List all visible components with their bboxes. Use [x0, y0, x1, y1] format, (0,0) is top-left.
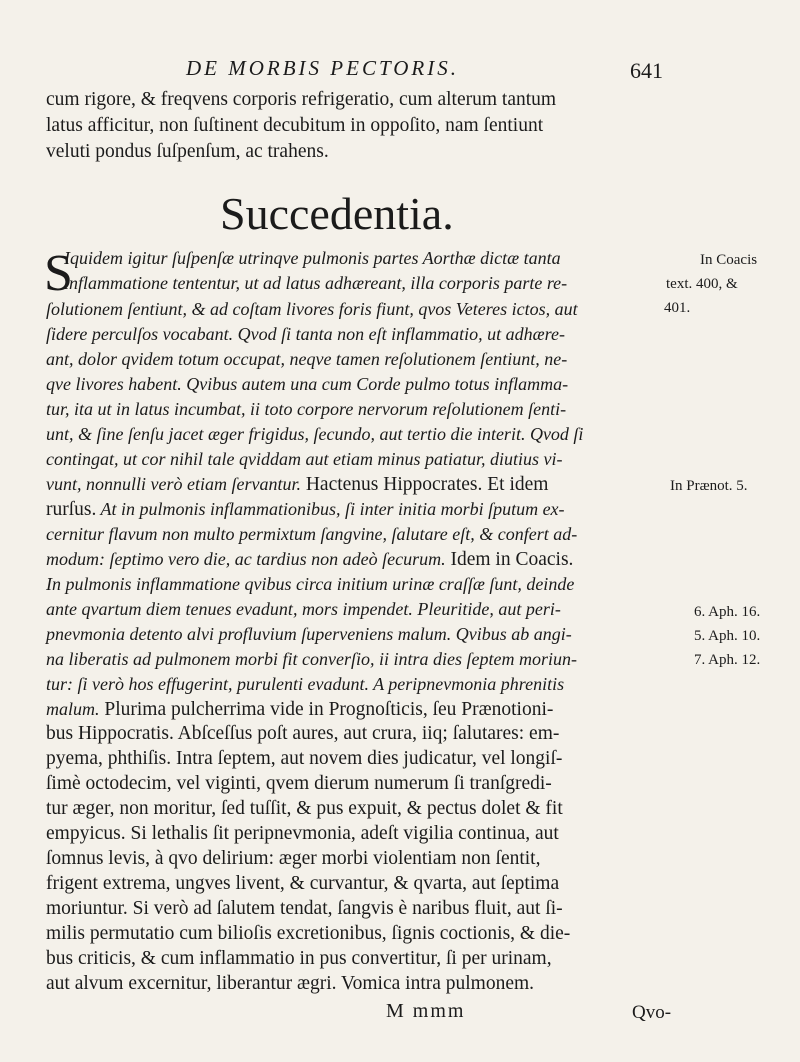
text-line: In pulmonis inflammatione qvibus circa initium urinæ craſſæ ſunt, deinde — [46, 574, 575, 594]
running-head: DE MORBIS PECTORIS. — [186, 56, 459, 80]
text-line — [46, 497, 565, 522]
text-line: veluti pondus ſuſpenſum, ac trahens. — [46, 141, 329, 162]
section-heading: Succedentia. — [220, 188, 454, 239]
text-line: unt, & ſine ſenſu jacet æger frigidus, ſecundo, aut tertio die interit. Qvod ſi — [46, 424, 584, 444]
margin-note: In Prænot. 5. — [670, 478, 748, 494]
text-line: ſidere perculſos vocabant. Qvod ſi tanta non eſt inflammatio, ut adhære- — [46, 324, 565, 344]
roman-run: Plurima pulcherrima vide in Prognoſticis, ſeu Prænotioni- — [99, 699, 554, 720]
text-line: bus criticis, & cum inflammatio in pus convertitur, ſi per urinam, — [46, 948, 552, 969]
drop-cap: S — [44, 245, 73, 302]
text-line — [46, 697, 553, 722]
text-line — [46, 547, 573, 572]
text-line: empyicus. Si lethalis ſit peripnevmonia, adeſt vigilia continua, aut — [46, 823, 559, 844]
text-line: ſomnus levis, à qvo delirium: æger morbi violentiam non ſentit, — [46, 848, 541, 869]
text-line: ant, dolor qvidem totum occupat, neqve tamen reſolutionem ſentiunt, ne- — [46, 349, 568, 369]
italic-run: vunt, nonnulli verò etiam ſervantur. — [46, 474, 301, 494]
margin-note: text. 400, & — [666, 276, 738, 292]
text-line: bus Hippocratis. Abſceſſus poſt aures, aut crura, iiq; ſalutares: em- — [46, 723, 560, 744]
italic-run: modum: ſeptimo vero die, ac tardius non adeò ſecurum. — [46, 549, 446, 569]
text-line: inflammatione tententur, ut ad latus adhæreant, illa corporis parte re- — [64, 273, 568, 293]
margin-note: In Coacis — [700, 252, 758, 268]
text-line: moriuntur. Si verò ad ſalutem tendat, ſangvis è naribus fluit, aut ſi- — [46, 898, 563, 919]
text-line: ſolutionem ſentiunt, & ad coſtam livores foris fiunt, qvos Veteres ictos, aut — [46, 299, 578, 319]
text-line: latus afficitur, non ſuſtinent decubitum in oppoſito, nam ſentiunt — [46, 115, 544, 136]
margin-note: 401. — [664, 300, 691, 316]
text-line: tur æger, non moritur, ſed tuſſit, & pus expuit, & pectus dolet & fit — [46, 798, 563, 819]
roman-run: Idem in Coacis. — [445, 549, 574, 570]
text-line: ſimè octodecim, vel viginti, qvem dierum numerum ſi tranſgredi- — [46, 773, 552, 794]
margin-note: 6. Aph. 16. — [694, 604, 761, 620]
text-line: cum rigore, & freqvens corporis refrigeratio, cum alterum tantum — [46, 89, 557, 110]
text-line: na liberatis ad pulmonem morbi fit converſio, ii intra dies ſeptem moriun- — [46, 649, 577, 669]
roman-run: rurſus. — [46, 499, 97, 520]
italic-run: malum. — [46, 699, 100, 719]
page-number: 641 — [630, 58, 663, 83]
text-line: Iquidem igitur ſuſpenſæ utrinqve pulmonis partes Aorthæ dictæ tanta — [64, 248, 561, 268]
text-line: pyema, phthiſis. Intra ſeptem, aut novem dies judicatur, vel longiſ- — [46, 748, 563, 769]
text-line: qve livores habent. Qvibus autem una cum Corde pulmo totus inflamma- — [46, 374, 569, 394]
catchword: Qvo- — [632, 1002, 672, 1023]
text-line: tur: ſi verò hos effugerint, purulenti evadunt. A peripnevmonia phrenitis — [46, 674, 565, 694]
text-line: cernitur flavum non multo permixtum ſangvine, ſalutare eſt, & confert ad- — [46, 524, 578, 544]
margin-note: 7. Aph. 12. — [694, 652, 761, 668]
italic-run: At in pulmonis inflammationibus, ſi inter initia morbi ſputum ex- — [96, 499, 565, 519]
text-line: contingat, ut cor nihil tale qviddam aut etiam minus patiatur, diutius vi- — [46, 449, 563, 469]
text-line: frigent extrema, ungves livent, & curvantur, & qvarta, aut ſeptima — [46, 873, 560, 894]
text-line: ante qvartum diem tenues evadunt, mors impendet. Pleuritide, aut peri- — [46, 599, 561, 619]
text-line: pnevmonia detento alvi profluvium ſuperveniens malum. Qvibus ab angi- — [46, 624, 572, 644]
roman-run: Hactenus Hippocrates. Et idem — [300, 474, 549, 495]
text-line: milis permutatio cum bilioſis excretionibus, ſignis coctionis, & die- — [46, 923, 571, 944]
signature-mark: M mmm — [386, 1000, 466, 1022]
margin-note: 5. Aph. 10. — [694, 628, 761, 644]
text-line — [46, 472, 548, 497]
text-line: aut alvum excernitur, liberantur ægri. Vomica intra pulmonem. — [46, 973, 535, 994]
text-line: tur, ita ut in latus incumbat, ii toto corpore nervorum reſolutionem ſenti- — [46, 399, 567, 419]
